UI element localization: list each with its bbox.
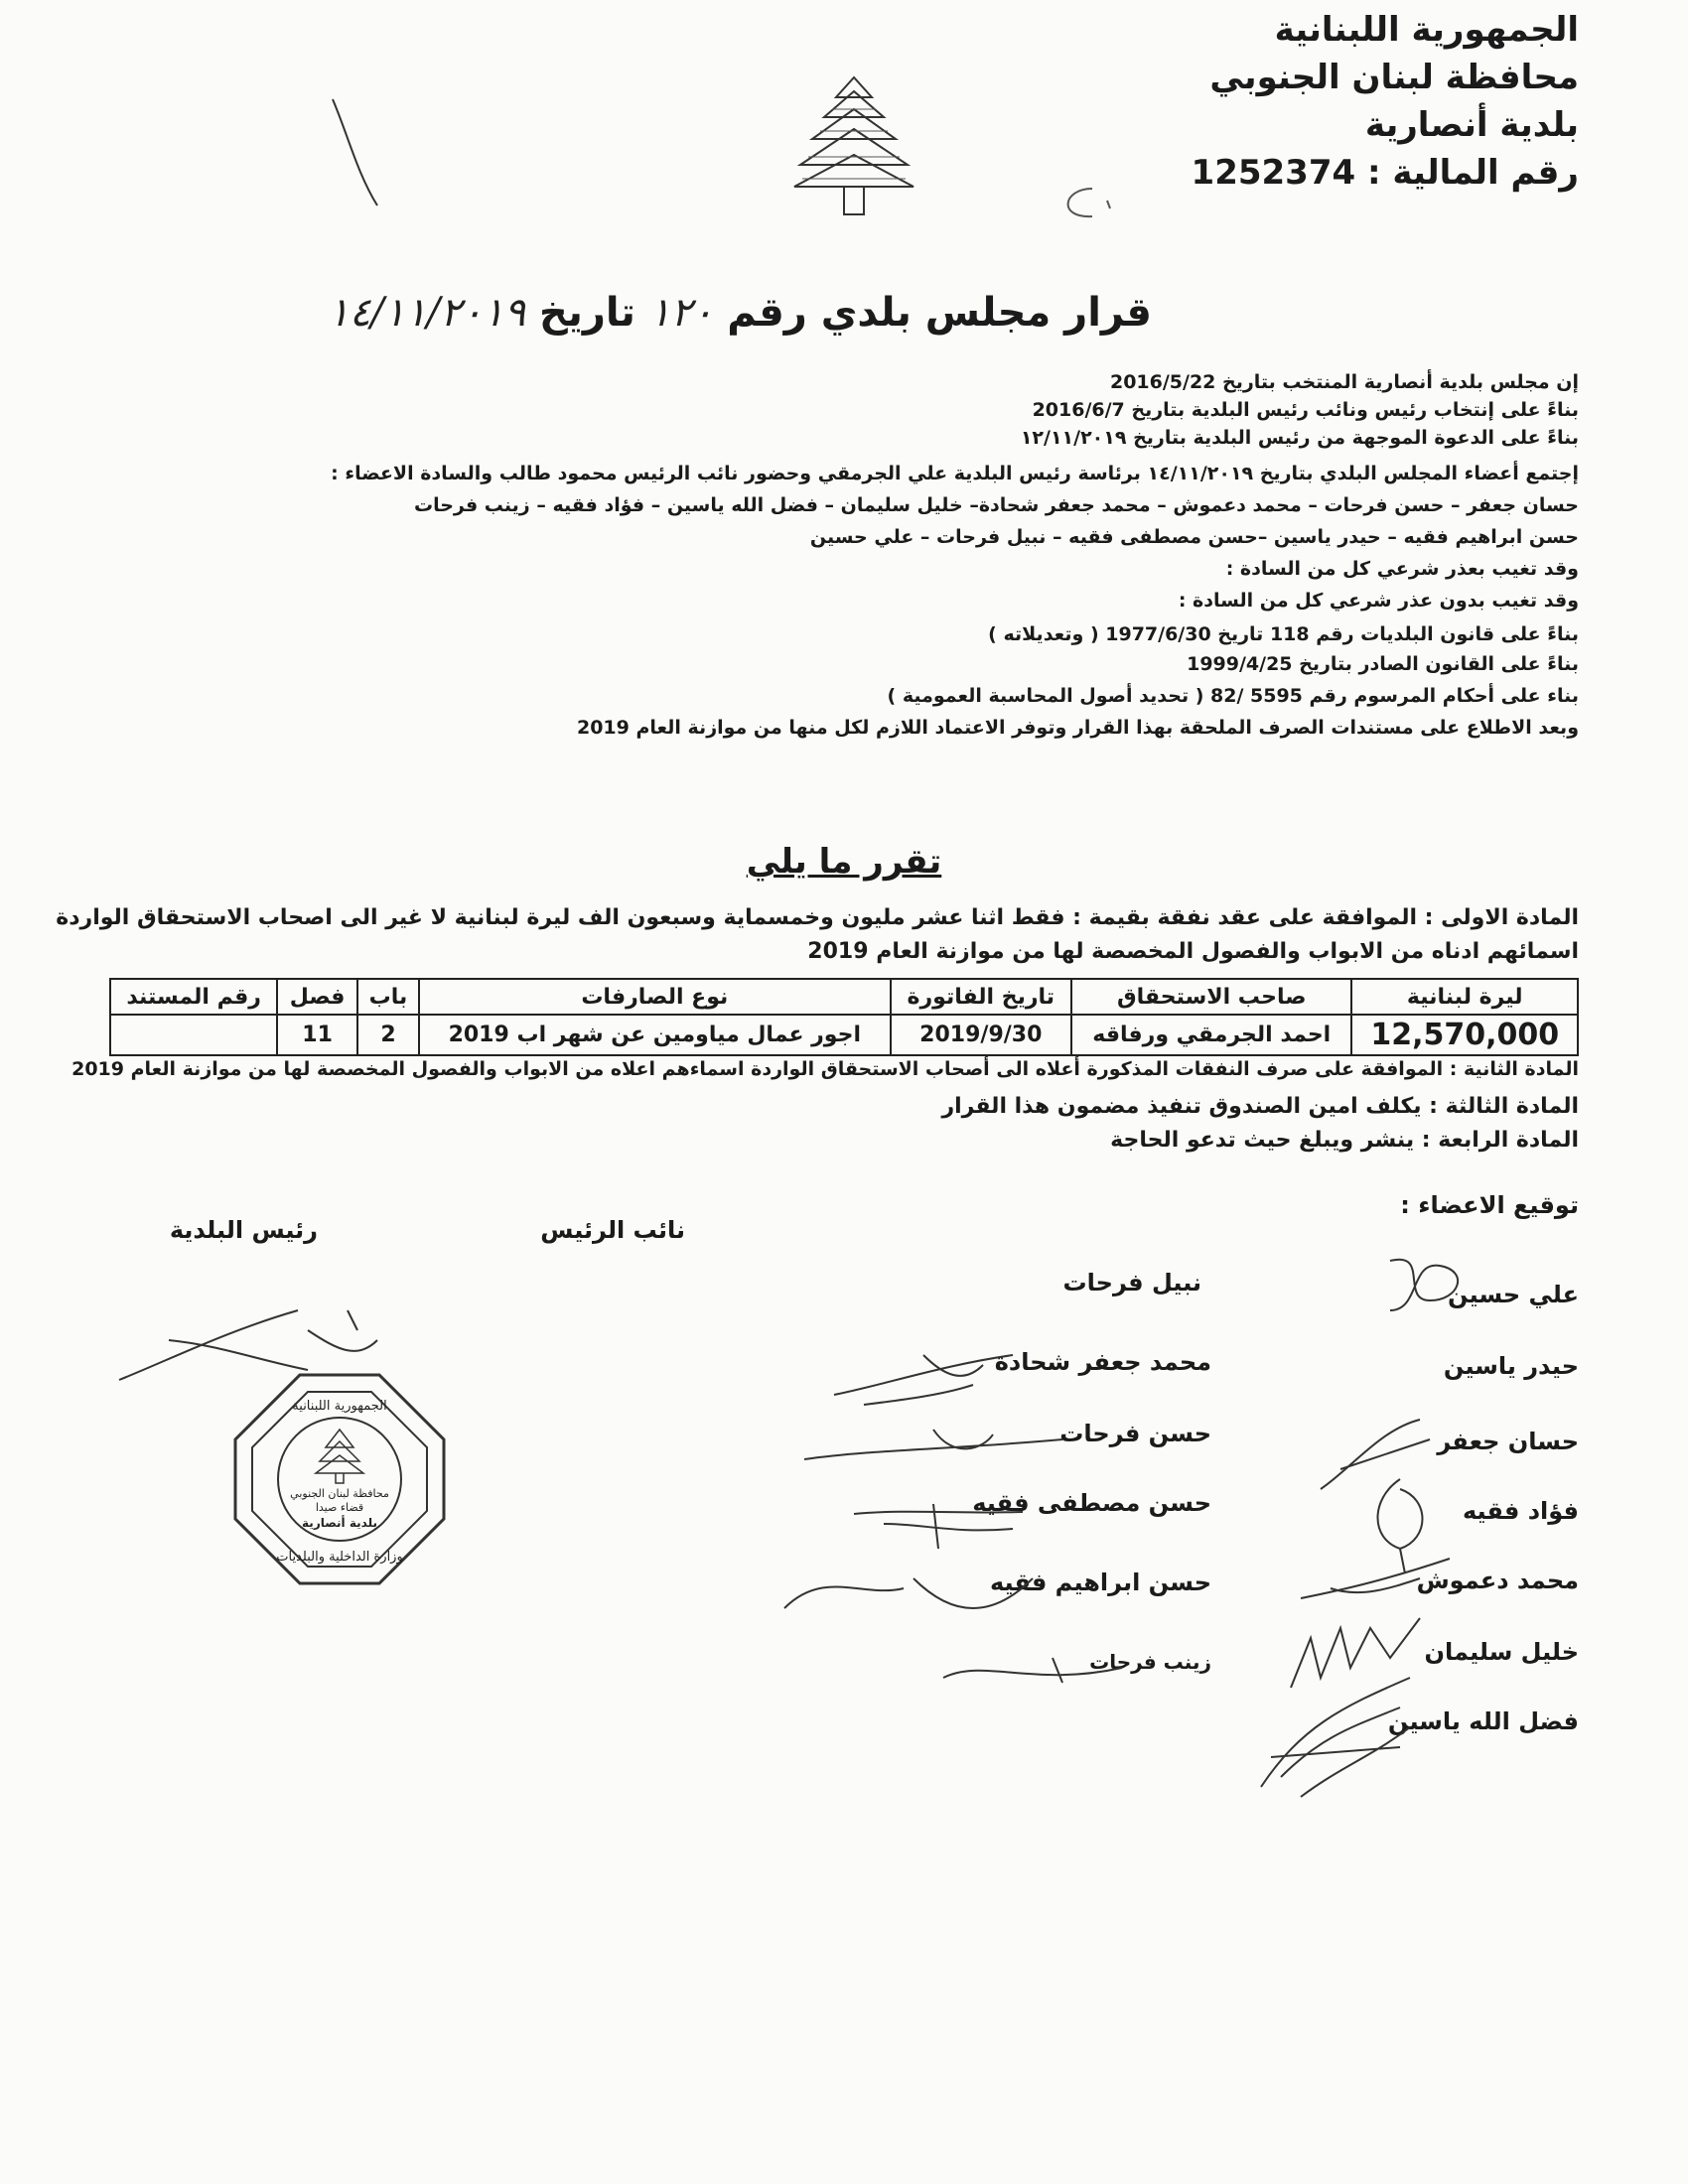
article-1-line: اسمائهم ادناه من الابواب والفصول المخصصة لها من موازنة العام 2019 xyxy=(807,939,1579,964)
preamble-line: بناءً على قانون البلديات رقم 118 تاريخ 1977/6/30 ( وتعديلاته ) xyxy=(988,623,1579,645)
member-name: فؤاد فقيه xyxy=(1463,1497,1579,1525)
signature-h-m-faqih xyxy=(844,1494,1033,1554)
preamble-line: بناءً على القانون الصادر بتاريخ 1999/4/25 xyxy=(1187,653,1579,675)
preamble-line: وقد تغيب بدون عذر شرعي كل من السادة : xyxy=(1178,590,1579,612)
table-header: باب xyxy=(357,979,419,1015)
article-4: المادة الرابعة : ينشر ويبلغ حيث تدعو الحاجة xyxy=(1110,1128,1579,1153)
member-name: زينب فرحات xyxy=(1089,1650,1211,1674)
table-header: ليرة لبنانية xyxy=(1351,979,1578,1015)
table-cell: اجور عمال مياومين عن شهر اب 2019 xyxy=(419,1015,891,1055)
member-name: حسن مصطفى فقيه xyxy=(972,1489,1211,1517)
article-3: المادة الثالثة : يكلف امين الصندوق تنفيذ مضمون هذا القرار xyxy=(941,1094,1579,1119)
signature-f-yassine xyxy=(1241,1668,1420,1807)
signature-m-daamoush xyxy=(1291,1549,1460,1608)
mayor-label: رئيس البلدية xyxy=(169,1216,318,1244)
title-date-label: تاريخ xyxy=(538,290,635,336)
table-header: صاحب الاستحقاق xyxy=(1071,979,1351,1015)
table-cell: 2019/9/30 xyxy=(891,1015,1071,1055)
header-finance xyxy=(1192,153,1579,193)
svg-text:محافظة لبنان الجنوبي: محافظة لبنان الجنوبي xyxy=(290,1487,389,1500)
article-1-line: المادة الاولى : الموافقة على عقد نفقة بقيمة : فقط اثنا عشر مليون وخمسماية وسبعون الف ليرة لبنانية لا غير الى اصحاب الاستحقاق الواردة xyxy=(56,905,1579,930)
preamble-line: إجتمع أعضاء المجلس البلدي بتاريخ ١٤/١١/٢٠١٩ برئاسة رئيس البلدية علي الجرمقي وحضور نائب الرئيس محمود طالب والسادة الاعضاء : xyxy=(331,463,1579,484)
table-cell: احمد الجرمقي ورفاقه xyxy=(1071,1015,1351,1055)
member-name: محمد دعموش xyxy=(1416,1567,1579,1594)
member-name: علي حسين xyxy=(1448,1281,1579,1308)
preamble-line: إن مجلس بلدية أنصارية المنتخب بتاريخ 2016/5/22 xyxy=(1109,371,1579,393)
signature-h-i-faqih xyxy=(765,1559,1053,1638)
table-header: تاريخ الفاتورة xyxy=(891,979,1071,1015)
signature-h-farhat xyxy=(794,1420,1072,1479)
table-cell: 12,570,000 xyxy=(1351,1015,1578,1055)
preamble-line: بناءً على الدعوة الموجهة من رئيس البلدية بتاريخ ١٢/١١/٢٠١٩ xyxy=(1020,427,1579,449)
member-name: حسان جعفر xyxy=(1437,1428,1579,1455)
signature-m-shehade xyxy=(824,1335,1023,1415)
signature-z-farhat xyxy=(933,1638,1132,1698)
finance-label: رقم المالية : xyxy=(1366,153,1579,193)
signature-ali-hussein xyxy=(1370,1241,1479,1320)
stray-mark-2 xyxy=(1053,179,1122,228)
article-2: المادة الثانية : الموافقة على صرف النفقات المذكورة أعلاه الى أصحاب الاستحقاق الواردة اسماءهم اعلاه من الابواب والفصول المخصصة لها من موازنة العام 2019 xyxy=(71,1058,1579,1080)
preamble-line: حسن ابراهيم فقيه – حيدر ياسين –حسن مصطفى فقيه – نبيل فرحات – علي حسين xyxy=(809,526,1579,548)
member-name: نبيل فرحات xyxy=(1062,1269,1201,1297)
decides-heading: تقرر ما يلي xyxy=(746,842,942,882)
member-name: حيدر ياسين xyxy=(1443,1352,1579,1380)
municipality-seal xyxy=(230,1370,449,1588)
table-cell: 2 xyxy=(357,1015,419,1055)
preamble-line: بناءً على إنتخاب رئيس ونائب رئيس البلدية بتاريخ 2016/6/7 xyxy=(1032,399,1579,421)
preamble-line: وبعد الاطلاع على مستندات الصرف الملحقة بهذا القرار وتوفر الاعتماد اللازم لكل منها من موازنة العام 2019 xyxy=(576,717,1579,739)
svg-text:الجمهورية اللبنانية: الجمهورية اللبنانية xyxy=(292,1399,387,1414)
table-header: نوع الصارفات xyxy=(419,979,891,1015)
preamble-line: وقد تغيب بعذر شرعي كل من السادة : xyxy=(1225,558,1579,580)
table-row xyxy=(110,1015,1578,1055)
header-governorate: محافظة لبنان الجنوبي xyxy=(1209,58,1579,97)
svg-text:قضاء صيدا: قضاء صيدا xyxy=(315,1501,364,1514)
preamble-line: حسان جعفر – حسن فرحات – محمد دعموش – محمد جعفر شحادة– خليل سليمان – فضل الله ياسين – فؤاد فقيه – زينب فرحات xyxy=(414,494,1579,516)
svg-text:بلدية أنصارية: بلدية أنصارية xyxy=(302,1516,377,1530)
svg-text:وزارة الداخلية والبلديات: وزارة الداخلية والبلديات xyxy=(276,1550,403,1565)
table-cell: 11 xyxy=(277,1015,357,1055)
table-header: فصل xyxy=(277,979,357,1015)
members-signature-label: توقيع الاعضاء : xyxy=(1400,1191,1579,1219)
table-cell xyxy=(110,1015,277,1055)
member-name: حسن ابراهيم فقيه xyxy=(989,1569,1211,1596)
title-date: ١٤/١١/٢٠١٩ xyxy=(328,290,526,336)
title-number: ١٢٠ xyxy=(648,290,714,336)
deputy-label: نائب الرئيس xyxy=(540,1216,685,1244)
table-header-row xyxy=(110,979,1578,1015)
title-prefix: قرار مجلس بلدي رقم xyxy=(727,290,1152,336)
header-municipality: بلدية أنصارية xyxy=(1364,105,1579,145)
cedar-emblem-icon xyxy=(784,69,923,218)
member-name: خليل سليمان xyxy=(1424,1638,1579,1666)
finance-number: 1252374 xyxy=(1191,153,1356,193)
decision-title xyxy=(328,290,1152,336)
member-name: محمد جعفر شحادة xyxy=(994,1348,1211,1376)
expense-table xyxy=(109,978,1579,1056)
stray-mark xyxy=(328,94,387,213)
preamble-line: بناء على أحكام المرسوم رقم 5595 /82 ( تحديد أصول المحاسبة العمومية ) xyxy=(887,685,1579,707)
member-name: حسن فرحات xyxy=(1059,1420,1211,1447)
table-header: رقم المستند xyxy=(110,979,277,1015)
member-name: فضل الله ياسين xyxy=(1387,1707,1579,1735)
header-republic: الجمهورية اللبنانية xyxy=(1274,10,1579,50)
